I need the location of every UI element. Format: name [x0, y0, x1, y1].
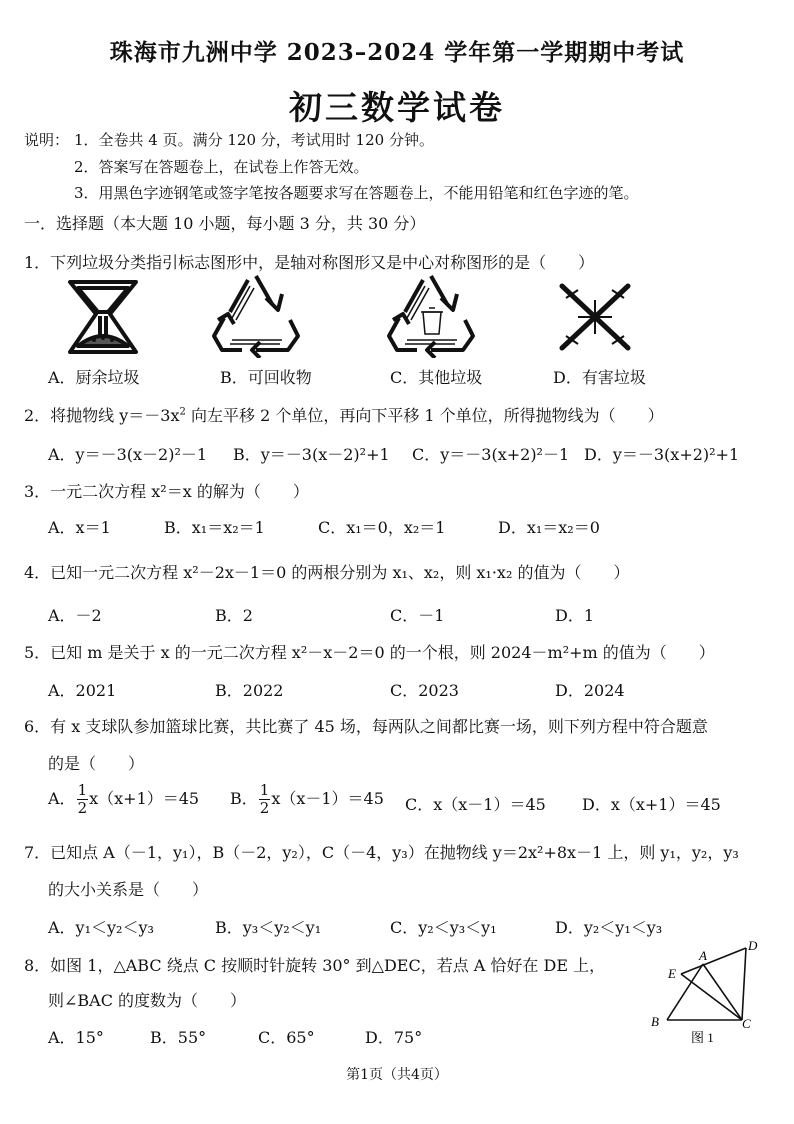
- label-a: A: [699, 948, 707, 963]
- school-exam-title: 珠海市九洲中学 2023–2024 学年第一学期期中考试: [109, 39, 685, 66]
- question-1-option-b: B．可回收物: [220, 368, 312, 387]
- question-2-option-d: D．y＝－3(x+2)²+1: [584, 445, 740, 464]
- question-1-stem: 1．下列垃圾分类指引标志图形中，是轴对称图形又是中心对称图形的是（ ）: [24, 253, 595, 272]
- hazardous-waste-icon: [556, 280, 634, 354]
- question-1-option-d: D．有害垃圾: [553, 368, 646, 387]
- question-7-option-d: D．y₂＜y₁＜y₃: [555, 918, 663, 937]
- question-2-option-c: C．y＝－3(x+2)²－1: [412, 445, 570, 464]
- question-5-option-d: D．2024: [555, 681, 625, 700]
- question-6-option-d: D．x（x+1）＝45: [582, 795, 721, 814]
- segment-dc: [742, 948, 746, 1020]
- question-1-option-c: C．其他垃圾: [390, 368, 483, 387]
- question-2-option-a: A．y＝－3(x－2)²－1: [48, 445, 208, 464]
- question-3-stem: 3．一元二次方程 x²＝x 的解为（ ）: [24, 482, 309, 501]
- question-3-option-c: C．x₁＝0，x₂＝1: [318, 518, 446, 537]
- question-8-option-a: A．15°: [48, 1028, 104, 1047]
- paper-title: 初三数学试卷: [289, 88, 505, 127]
- kitchen-waste-icon: [64, 276, 142, 358]
- question-2-stem: 2．将抛物线 $y=-3x^2$ 向左平移 2 个单位，再向下平移 1 个单位，所得抛物线为（ ）: [24, 406, 664, 425]
- note-line-2: 2．答案写在答题卷上，在试卷上作答无效。: [74, 158, 369, 176]
- question-4-option-c: C．－1: [390, 606, 445, 625]
- question-3-option-d: D．x₁＝x₂＝0: [498, 518, 600, 537]
- question-5-option-a: A．2021: [48, 681, 117, 700]
- recyclable-icon: [210, 272, 302, 358]
- question-5-option-c: C．2023: [390, 681, 459, 700]
- question-8-stem-line-2: 则∠BAC 的度数为（ ）: [48, 991, 247, 1010]
- question-8-option-d: D．75°: [365, 1028, 423, 1047]
- question-7-option-b: B．y₃＜y₂＜y₁: [215, 918, 322, 937]
- label-b: B: [651, 1014, 659, 1029]
- page-number: 第1页（共4页）: [346, 1067, 448, 1083]
- question-7-stem-line-1: 7．已知点 A（－1，y₁），B（－2，y₂），C（－4，y₃）在抛物线 y＝2x²+8x－1 上，则 y₁，y₂，y₃: [24, 843, 739, 862]
- question-4-option-d: D．1: [555, 606, 595, 625]
- segment-ec: [681, 974, 742, 1020]
- question-6-stem-line-2: 的是（ ）: [48, 754, 145, 773]
- question-7-option-a: A．y₁＜y₂＜y₃: [48, 918, 154, 937]
- notes-prefix: 说明：: [24, 131, 70, 149]
- label-d: D: [748, 938, 758, 953]
- figure-1-triangle-diagram: [646, 938, 766, 1050]
- question-4-option-b: B．2: [215, 606, 253, 625]
- note-line-1: 1．全卷共 4 页。满分 120 分，考试用时 120 分钟。: [74, 131, 434, 149]
- note-line-3: 3．用黑色字迹钢笔或签字笔按各题要求写在答题卷上，不能用铅笔和红色字迹的笔。: [74, 184, 639, 202]
- question-6-option-a: A． $\frac{1}{2}$ x（x+1）＝45: [48, 781, 200, 817]
- fraction-one-half: $\frac{1}{2}$: [77, 781, 88, 817]
- question-7-stem-line-2: 的大小关系是（ ）: [48, 880, 209, 899]
- question-8-option-b: B．55°: [150, 1028, 207, 1047]
- question-6-option-c: C．x（x－1）＝45: [405, 795, 546, 814]
- question-6-option-b: B． $\frac{1}{2}$ x（x－1）＝45: [230, 781, 384, 817]
- question-8-option-c: C．65°: [258, 1028, 315, 1047]
- label-c: C: [742, 1016, 751, 1031]
- question-5-option-b: B．2022: [215, 681, 284, 700]
- question-5-stem: 5．已知 m 是关于 x 的一元二次方程 x²－x－2＝0 的一个根，则 2024－m²+m 的值为（ ）: [24, 643, 715, 662]
- question-4-stem: 4．已知一元二次方程 x²－2x－1＝0 的两根分别为 x₁、x₂，则 x₁·x₂ 的值为（ ）: [24, 563, 630, 582]
- question-3-option-a: A．x＝1: [48, 518, 111, 537]
- segment-ed: [681, 948, 746, 974]
- question-6-stem-line-1: 6．有 x 支球队参加篮球比赛，共比赛了 45 场，每两队之间都比赛一场，则下列方程中符合题意: [24, 717, 708, 736]
- question-4-option-a: A．－2: [48, 606, 102, 625]
- other-waste-icon: [385, 272, 477, 358]
- question-8-stem-line-1: 8．如图 1，△ABC 绕点 C 按顺时针旋转 30° 到△DEC，若点 A 恰好在 DE 上，: [24, 956, 606, 975]
- segment-ac: [703, 964, 742, 1020]
- question-7-option-c: C．y₂＜y₃＜y₁: [390, 918, 497, 937]
- figure-1-caption: 图 1: [691, 1030, 714, 1045]
- question-3-option-b: B．x₁＝x₂＝1: [164, 518, 265, 537]
- section-1-title: 一．选择题（本大题 10 小题，每小题 3 分，共 30 分）: [24, 214, 426, 233]
- question-1-option-a: A．厨余垃圾: [48, 368, 140, 387]
- question-2-option-b: B．y＝－3(x－2)²+1: [233, 445, 390, 464]
- label-e: E: [668, 966, 676, 981]
- fraction-one-half: $\frac{1}{2}$: [259, 781, 270, 817]
